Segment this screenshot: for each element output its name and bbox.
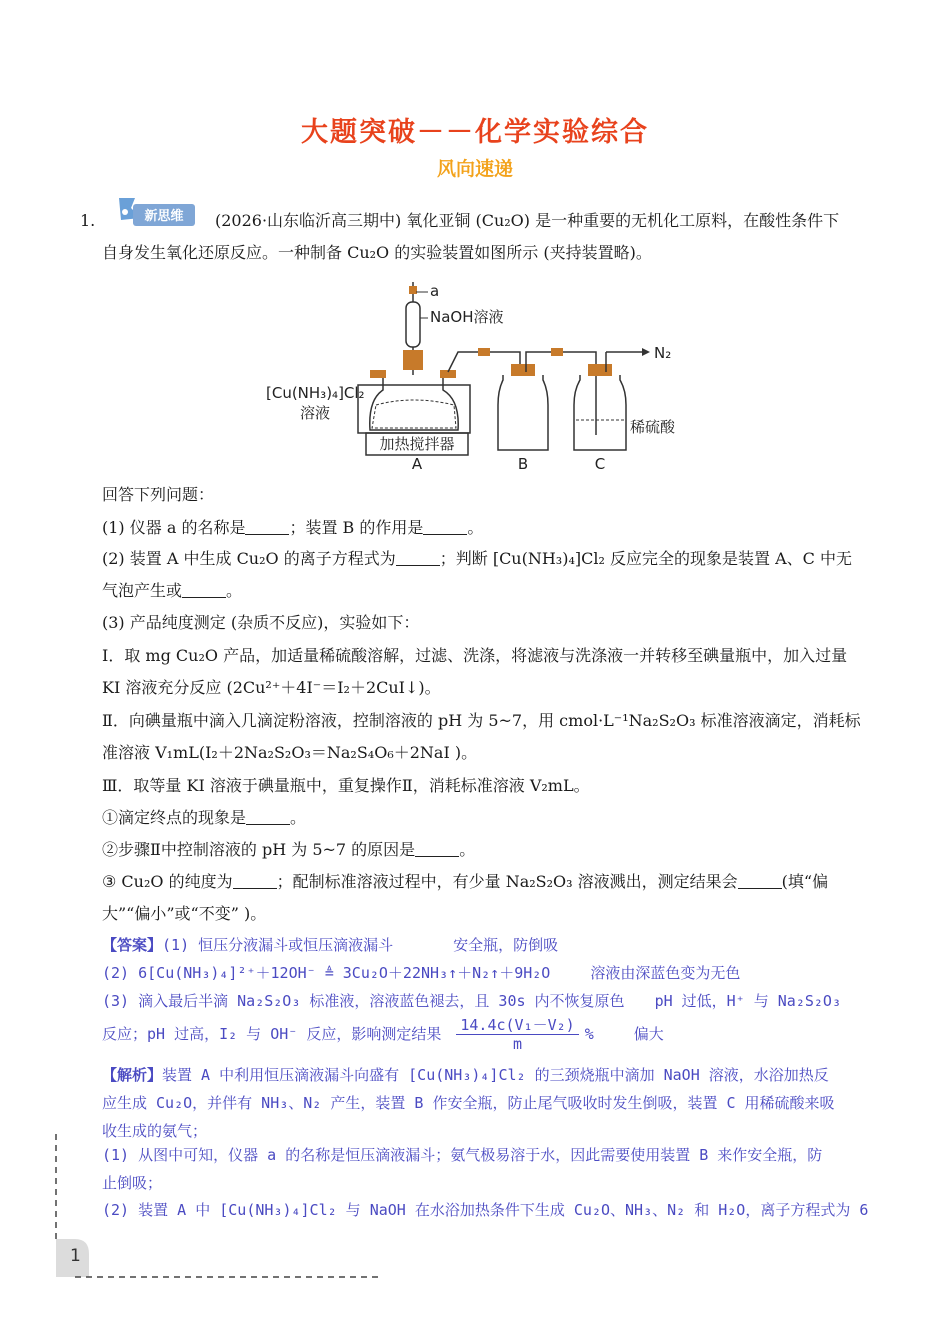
analysis-line-2: 应生成 Cu₂O，并伴有 NH₃、N₂ 产生，装置 B 作安全瓶，防止尾气吸收时发生倒吸，装置 C 用稀硫酸来吸 — [102, 1094, 835, 1112]
answer-blank — [423, 518, 467, 535]
label-heater: 加热搅拌器 — [379, 435, 455, 453]
sub-item-2: ②步骤Ⅱ中控制溶液的 pH 为 5~7 的原因是 。 — [102, 840, 476, 859]
answer-blank — [738, 872, 782, 889]
page-title: 大题突破－－化学实验综合 — [301, 117, 649, 148]
analysis-line-4: (1) 从图中可知，仪器 a 的名称是恒压滴液漏斗；氨气极易溶于水，因此需要使用装置 B 来作安全瓶，防 — [102, 1146, 823, 1164]
question-intro-1: (2026·山东临沂高三期中) 氧化亚铜 (Cu₂O) 是一种重要的无机化工原料，在酸性条件下 — [215, 211, 840, 230]
subquestion-2: (2) 装置 A 中生成 Cu₂O 的离子方程式为 ；判断 [Cu(NH₃)₄]Cl₂ 反应完全的现象是装置 A、C 中无 — [102, 549, 852, 568]
step-2-cont: 准溶液 V₁mL(I₂＋2Na₂S₂O₃＝Na₂S₄O₆＋2NaI )。 — [102, 743, 478, 762]
apparatus-figure — [258, 280, 698, 475]
page-subtitle: 风向速递 — [436, 158, 513, 180]
subquestion-2-cont: 气泡产生或 。 — [102, 581, 243, 600]
page-corner-decoration — [55, 1134, 385, 1284]
sub-item-3: ③ Cu₂O 的纯度为 ；配制标准溶液过程中，有少量 Na₂S₂O₃ 溶液溅出，测定结果会 (填“偏 — [102, 872, 829, 891]
sub-item-1: ①滴定终点的现象是 。 — [102, 808, 307, 827]
answer-line-1: 【答案】(1) 恒压分液漏斗或恒压滴液漏斗 安全瓶，防倒吸 — [102, 936, 559, 954]
question-number: 1. — [80, 211, 96, 230]
answer-line-3: (3) 滴入最后半滴 Na₂S₂O₃ 标准液，溶液蓝色褪去，且 30s 内不恢复原色 pH 过低，H⁺ 与 Na₂S₂O₃ — [102, 992, 841, 1010]
subquestion-3: (3) 产品纯度测定 (杂质不反应)，实验如下： — [102, 613, 420, 632]
question-prompt: 回答下列问题： — [102, 485, 215, 504]
label-complex: [Cu(NH₃)₄]Cl₂ — [266, 384, 365, 402]
label-acid: 稀硫酸 — [630, 418, 676, 436]
label-solution: 溶液 — [300, 404, 331, 422]
question-intro-2: 自身发生氧化还原反应。一种制备 Cu₂O 的实验装置如图所示 (夹持装置略)。 — [102, 243, 652, 262]
label-naoh: NaOH溶液 — [430, 308, 504, 326]
subquestion-1: (1) 仪器 a 的名称是 ；装置 B 的作用是 。 — [102, 518, 484, 537]
label-a: a — [430, 282, 440, 300]
answer-blank — [233, 872, 277, 889]
analysis-line-6: (2) 装置 A 中 [Cu(NH₃)₄]Cl₂ 与 NaOH 在水浴加热条件下生成 Cu₂O、NH₃、N₂ 和 H₂O，离子方程式为 6 — [102, 1201, 869, 1219]
step-1-cont: KI 溶液充分反应 (2Cu²⁺＋4I⁻＝I₂＋2CuI↓)。 — [102, 678, 441, 697]
answer-blank — [396, 549, 440, 566]
label-B: B — [517, 455, 529, 473]
analysis-line-3: 收生成的氨气； — [102, 1122, 208, 1140]
step-3: Ⅲ．取等量 KI 溶液于碘量瓶中，重复操作Ⅱ，消耗标准溶液 V₂mL。 — [102, 776, 590, 795]
step-1: Ⅰ．取 mg Cu₂O 产品，加适量稀硫酸溶解，过滤、洗涤，将滤液与洗涤液一并转移至碘量瓶中，加入过量 — [102, 646, 848, 665]
analysis-line-1: 【解析】装置 A 中利用恒压滴液漏斗向盛有 [Cu(NH₃)₄]Cl₂ 的三颈烧瓶中滴加 NaOH 溶液，水浴加热反 — [102, 1066, 829, 1084]
step-2: Ⅱ．向碘量瓶中滴入几滴淀粉溶液，控制溶液的 pH 为 5~7，用 cmol·L⁻¹Na₂S₂O₃ 标准溶液滴定，消耗标 — [102, 711, 861, 730]
answer-blank — [246, 808, 290, 825]
label-C: C — [594, 455, 606, 473]
label-A: A — [411, 455, 423, 473]
answer-line-2: (2) 6[Cu(NH₃)₄]²⁺＋12OH⁻ ≜ 3Cu₂O＋22NH₃↑＋N₂↑＋9H₂O 溶液由深蓝色变为无色 — [102, 964, 741, 982]
sub-item-3-cont: 大”“偏小”或“不变” )。 — [102, 904, 267, 923]
new-thinking-badge-icon — [113, 196, 197, 228]
purity-fraction: $\frac{\text{14.4c(V₁－V₂)}}{m}$ — [456, 1016, 578, 1053]
label-n2: N₂ — [654, 344, 672, 362]
analysis-line-5: 止倒吸； — [102, 1174, 163, 1192]
page-number: 1 — [70, 1246, 81, 1266]
answer-blank — [182, 581, 226, 598]
badge-label: 新思维 — [144, 209, 184, 224]
answer-blank — [415, 840, 459, 857]
answer-line-4: 反应；pH 过高，I₂ 与 OH⁻ 反应，影响测定结果 $\frac{\text{14.4c(V₁－V₂)}}{m}$ % 偏大 — [102, 1016, 664, 1053]
answer-blank — [245, 518, 289, 535]
